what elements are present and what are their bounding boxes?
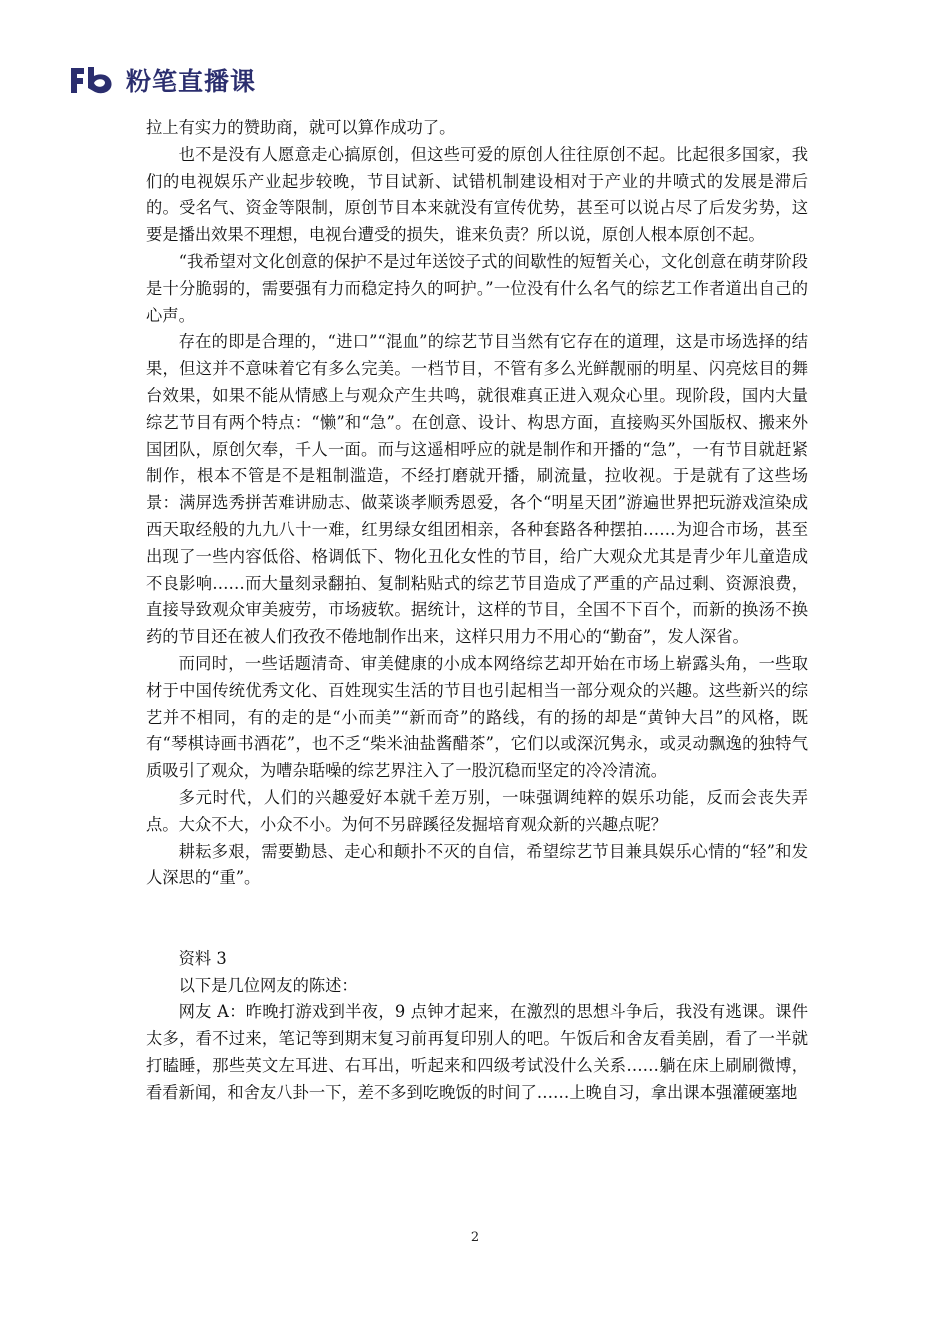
paragraph: 网友 A：昨晚打游戏到半夜，9 点钟才起来，在激烈的思想斗争后，我没有逃课。课件太多，看不过来，笔记等到期末复习前再复印别人的吧。午饭后和舍友看美剧，看了一半就打瞌睡，那些英文左耳进、右耳出，听起来和四级考试没什么关系……躺在床上刷刷微博，看看新闻，和舍友八卦一下，差不多到吃晚饭的时间了……上晚自习，拿出课本强灌硬塞地 [146, 1002, 808, 1102]
brand-name: 粉笔直播课 [126, 67, 257, 96]
fenbi-logo-icon [68, 65, 118, 95]
paragraph: 多元时代，人们的兴趣爱好本就千差万别，一味强调纯粹的娱乐功能，反而会丧失弄点。大众不大，小众不小。为何不另辟蹊径发掘培育观众新的兴趣点呢？ [146, 787, 808, 834]
paragraph: 耕耘多艰，需要勤恳、走心和颠扑不灭的自信，希望综艺节目兼具娱乐心情的“轻”和发人深思的“重”。 [146, 841, 808, 888]
paragraph: 而同时，一些话题清奇、审美健康的小成本网络综艺却开始在市场上崭露头角，一些取材于中国传统优秀文化、百姓现实生活的节目也引起相当一部分观众的兴趣。这些新兴的综艺并不相同，有的走的是“小而美”“新而奇”的路线，有的扬的却是“黄钟大吕”的风格，既有“琴棋诗画书酒花”，也不乏“柴米油盐酱醋茶”，它们以或深沉隽永，或灵动飘逸的独特气质吸引了观众，为嘈杂聒噪的综艺界注入了一股沉稳而坚定的冷冷清流。 [146, 653, 808, 781]
section-intro: 以下是几位网友的陈述： [178, 975, 358, 995]
paragraph: 存在的即是合理的，“进口”“混血”的综艺节目当然有它存在的道理，这是市场选择的结果，但这并不意味着它有多么完美。一档节目，不管有多么光鲜靓丽的明星、闪亮炫目的舞台效果，如果不能从情感上与观众产生共鸣，就很难真正进入观众心里。现阶段，国内大量综艺节目有两个特点：“懒”和“急”。在创意、设计、构思方面，直接购买外国版权、搬来外国团队，原创欠奉，千人一面。而与这遥相呼应的就是制作和开播的“急”，一有节目就赶紧制作，根本不管是不是粗制滥造，不经打磨就开播，刷流量，拉收视。于是就有了这些场景：满屏选秀拼苦难讲励志、做菜谈孝顺秀恩爱，各个“明星天团”游遍世界把玩游戏渲染成西天取经般的九九八十一难，红男绿女组团相亲，各种套路各种摆拍……为迎合市场，甚至出现了一些内容低俗、格调低下、物化丑化女性的节目，给广大观众尤其是青少年儿童造成不良影响……而大量刻录翻拍、复制粘贴式的综艺节目造成了严重的产品过剩、资源浪费，直接导致观众审美疲劳，市场疲软。据统计，这样的节目，全国不下百个，而新的换汤不换药的节目还在被人们孜孜不倦地制作出来，这样只用力不用心的“勤奋”，发人深省。 [146, 332, 808, 647]
document-body [146, 115, 808, 1106]
page-header [68, 62, 256, 98]
paragraph: “我希望对文化创意的保护不是过年送饺子式的间歇性的短暂关心，文化创意在萌芽阶段是十分脆弱的，需要强有力而稳定持久的呵护。”一位没有什么名气的综艺工作者道出自己的心声。 [146, 251, 808, 325]
section-title: 资料 3 [178, 948, 227, 968]
section-spacer [146, 892, 808, 946]
page-number: 2 [470, 1230, 480, 1245]
paragraph: 拉上有实力的赞助商，就可以算作成功了。 [146, 118, 456, 137]
paragraph: 也不是没有人愿意走心搞原创，但这些可爱的原创人往往原创不起。比起很多国家，我们的电视娱乐产业起步较晚，节目试新、试错机制建设相对于产业的井喷式的发展是滞后的。受名气、资金等限制，原创节目本来就没有宣传优势，甚至可以说占尽了后发劣势，这要是播出效果不理想，电视台遭受的损失，谁来负责？所以说，原创人根本原创不起。 [146, 144, 808, 245]
